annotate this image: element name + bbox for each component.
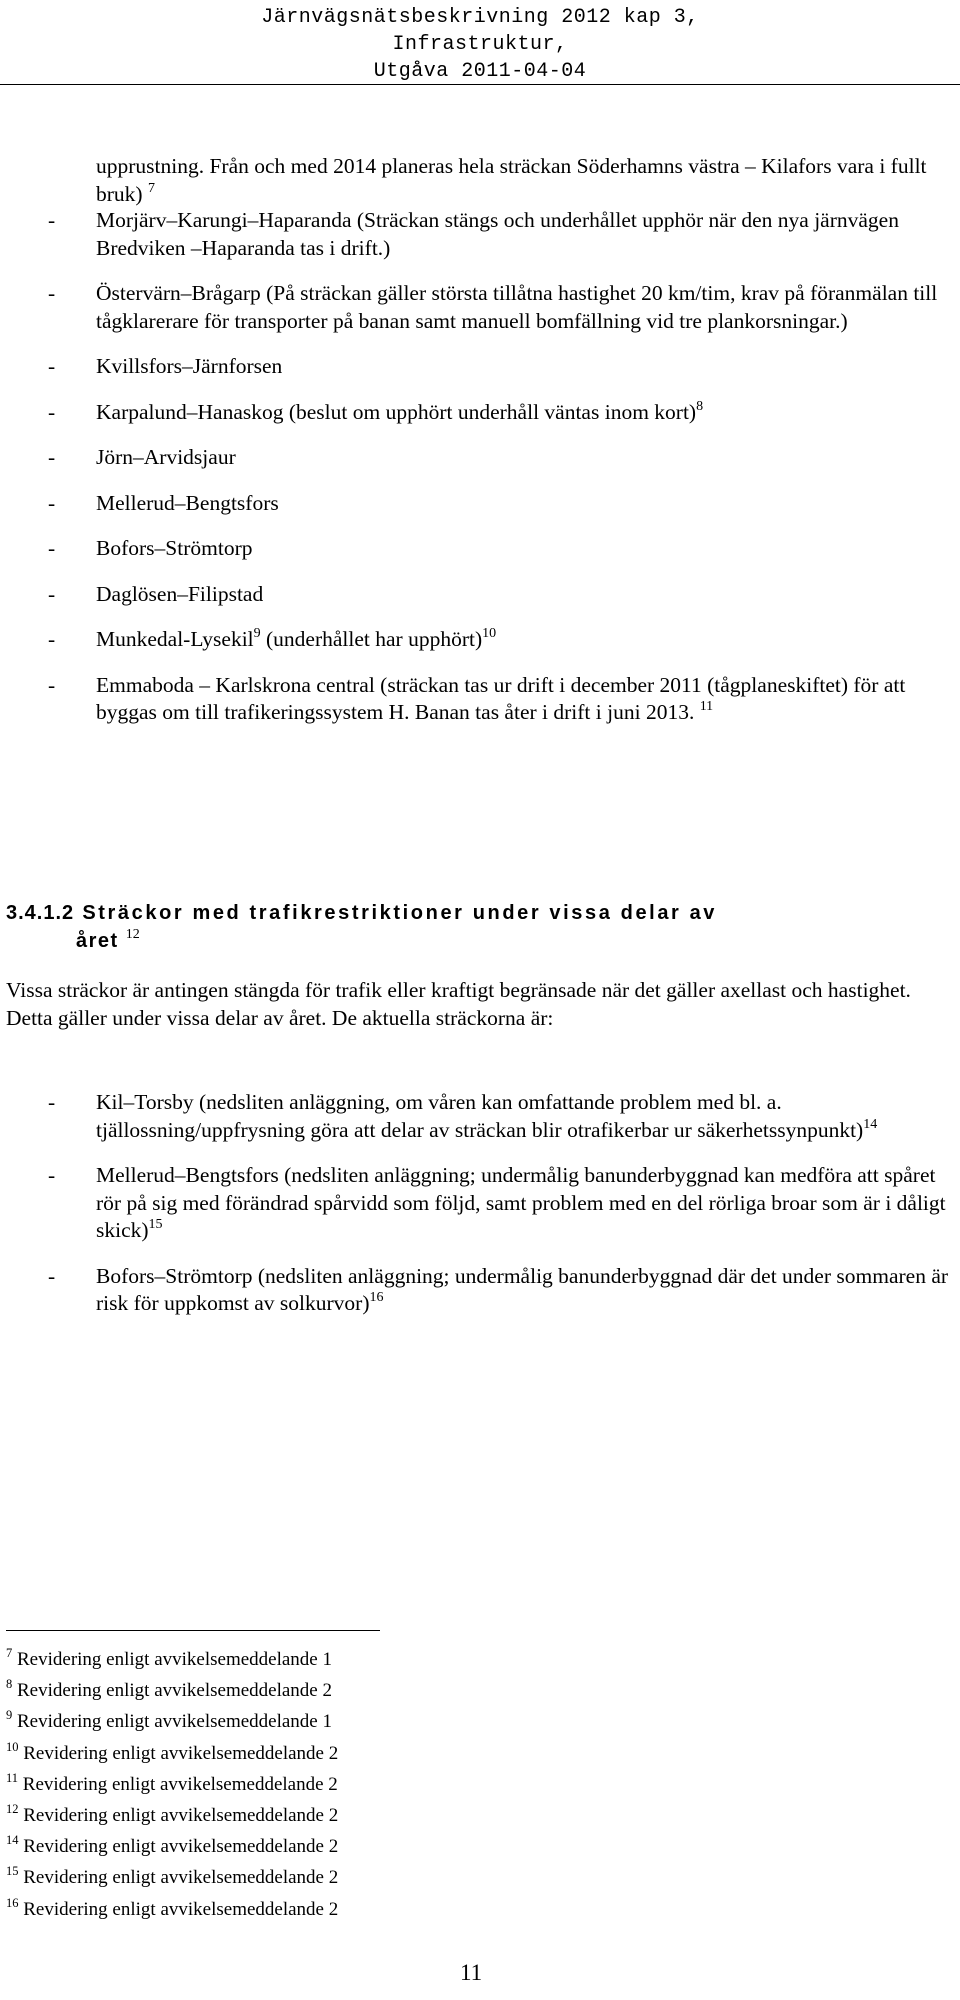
section-number: 3.4.1.2 [6, 902, 75, 924]
list-item-text: Morjärv–Karungi–Haparanda (Sträckan stängs och underhållet upphör när den nya järnvägen Bredviken –Haparanda tas i drift.) [96, 208, 899, 260]
list-item [40, 672, 950, 727]
footnote [6, 1706, 606, 1737]
footnote-number: 12 [6, 1802, 19, 1817]
header-line-1: Järnvägsnätsbeskrivning 2012 kap 3, Infrastruktur, [261, 6, 699, 56]
footnote-number: 10 [6, 1739, 19, 1754]
section-title-cont: året [76, 930, 119, 952]
header-rule [0, 84, 960, 85]
list-dash: - [48, 627, 56, 651]
footnote-number: 15 [6, 1864, 19, 1879]
list-dash: - [48, 208, 56, 232]
footnote-text: Revidering enligt avvikelsemeddelande 2 [23, 1867, 339, 1889]
list-item [40, 399, 950, 427]
footnote [6, 1675, 606, 1706]
list-dash: - [48, 490, 56, 515]
footnote-text: Revidering enligt avvikelsemeddelande 2 [23, 1898, 339, 1920]
footnote [6, 1644, 606, 1675]
footnote-number: 14 [6, 1833, 19, 1848]
footnote-ref: 11 [699, 699, 714, 714]
footnote-separator [6, 1630, 380, 1631]
list-item [40, 207, 950, 262]
footnote-ref: 14 [863, 1116, 878, 1132]
footnote-ref: 15 [148, 1217, 163, 1232]
list-item [40, 444, 950, 472]
list-item-text: Mellerud–Bengtsfors [96, 490, 279, 515]
restricted-lines-list [40, 1089, 950, 1318]
list-item-text: Daglösen–Filipstad [96, 581, 264, 606]
list-item-text: Karpalund–Hanaskog (beslut om upphört underhåll väntas inom kort) [96, 399, 697, 424]
list-item [40, 581, 950, 609]
list-item-text: Bofors–Strömtorp [96, 536, 253, 560]
section-paragraph: Vissa sträckor är antingen stängda för trafik eller kraftigt begränsade när det gäller axellast och hastighet. Detta gäller under vissa delar av året. De aktuella sträckorna är: [6, 978, 911, 1030]
list-dash: - [48, 581, 56, 606]
list-item-text: Östervärn–Brågarp (På sträckan gäller största tillåtna hastighet 20 km/tim, krav på föranmälan till tågklarerare för transporter på banan samt manuell bomfällning vid tre plankorsningar.) [96, 281, 938, 333]
footnote-number: 16 [6, 1895, 19, 1910]
footnotes [6, 1644, 606, 1925]
list-item [40, 490, 950, 518]
running-header [170, 4, 790, 85]
footnote-text: Revidering enligt avvikelsemeddelande 2 [23, 1742, 339, 1764]
continuation-text [96, 153, 956, 208]
footnote-text: Revidering enligt avvikelsemeddelande 1 [17, 1649, 332, 1670]
list-dash: - [48, 399, 56, 424]
footnote-ref: 9 [253, 626, 261, 641]
section-title: Sträckor med trafikrestriktioner under vissa delar av [82, 902, 718, 924]
footnote-number: 7 [6, 1646, 13, 1660]
footnote [6, 1831, 606, 1862]
list-item-text: (underhållet har upphört) [260, 627, 483, 651]
footnote-ref: 12 [125, 927, 140, 942]
header-line-2: Utgåva 2011-04-04 [373, 60, 587, 83]
footnote-ref: 16 [369, 1290, 384, 1305]
list-item-text: Bofors–Strömtorp (nedsliten anläggning; undermålig banunderbyggnad där det under sommaren är risk för uppkomst av solkurvor) [96, 1263, 949, 1315]
footnote [6, 1862, 606, 1893]
list-item [40, 1162, 950, 1245]
footnote-text: Revidering enligt avvikelsemeddelande 2 [22, 1773, 338, 1795]
list-dash: - [48, 672, 56, 697]
footnote-number: 9 [6, 1708, 13, 1723]
footnote-ref: 7 [147, 180, 155, 196]
list-item [40, 353, 950, 381]
list-dash: - [48, 1263, 56, 1288]
list-dash: - [48, 536, 56, 560]
list-dash: - [48, 445, 56, 469]
list-item-text: Emmaboda – Karlskrona central (sträckan tas ur drift i december 2011 (tågplaneskiftet) för att byggas om till trafikeringssystem H. Banan tas åter i drift i juni 2013. [96, 672, 906, 724]
list-item [40, 626, 950, 654]
page-number: 11 [460, 1960, 483, 1985]
footnote [6, 1894, 606, 1925]
continuation-body: upprustning. Från och med 2014 planeras hela sträckan Söderhamns västra – Kilafors vara i fullt bruk) [96, 154, 927, 206]
list-dash: - [48, 1163, 56, 1187]
list-item [40, 1089, 950, 1144]
closed-lines-list [40, 207, 950, 727]
footnote-number: 11 [6, 1770, 19, 1785]
footnote [6, 1738, 606, 1769]
list-item-text: Kil–Torsby (nedsliten anläggning, om våren kan omfattande problem med bl. a. tjällossning/uppfrysning göra att delar av sträckan blir otrafikerbar ur säkerhetssynpunkt) [96, 1090, 864, 1142]
footnote-ref: 8 [696, 398, 704, 414]
footnote-text: Revidering enligt avvikelsemeddelande 2 [23, 1805, 339, 1827]
footnote-text: Revidering enligt avvikelsemeddelande 1 [17, 1711, 332, 1733]
footnote-text: Revidering enligt avvikelsemeddelande 2 [23, 1836, 339, 1858]
footnote [6, 1769, 606, 1800]
footnote-ref: 10 [482, 626, 497, 641]
footnote-number: 8 [6, 1677, 13, 1692]
list-item-text: Kvillsfors–Järnforsen [96, 354, 283, 378]
list-item-text: Jörn–Arvidsjaur [96, 445, 236, 469]
list-item-text: Mellerud–Bengtsfors (nedsliten anläggning; undermålig banunderbyggnad kan medföra att spåret rör på sig med förändrad spårvidd som följd, samt problem med en del rörliga broar som är i dåligt skick) [96, 1163, 946, 1242]
footnote-text: Revidering enligt avvikelsemeddelande 2 [17, 1680, 332, 1702]
footnote [6, 1800, 606, 1831]
list-dash: - [48, 281, 56, 305]
list-item [40, 1263, 950, 1318]
list-dash: - [48, 1090, 56, 1114]
list-dash: - [48, 354, 56, 378]
list-item-text: Munkedal-Lysekil [96, 627, 254, 651]
section-heading [6, 899, 946, 955]
list-item [40, 280, 950, 335]
list-item [40, 535, 950, 563]
